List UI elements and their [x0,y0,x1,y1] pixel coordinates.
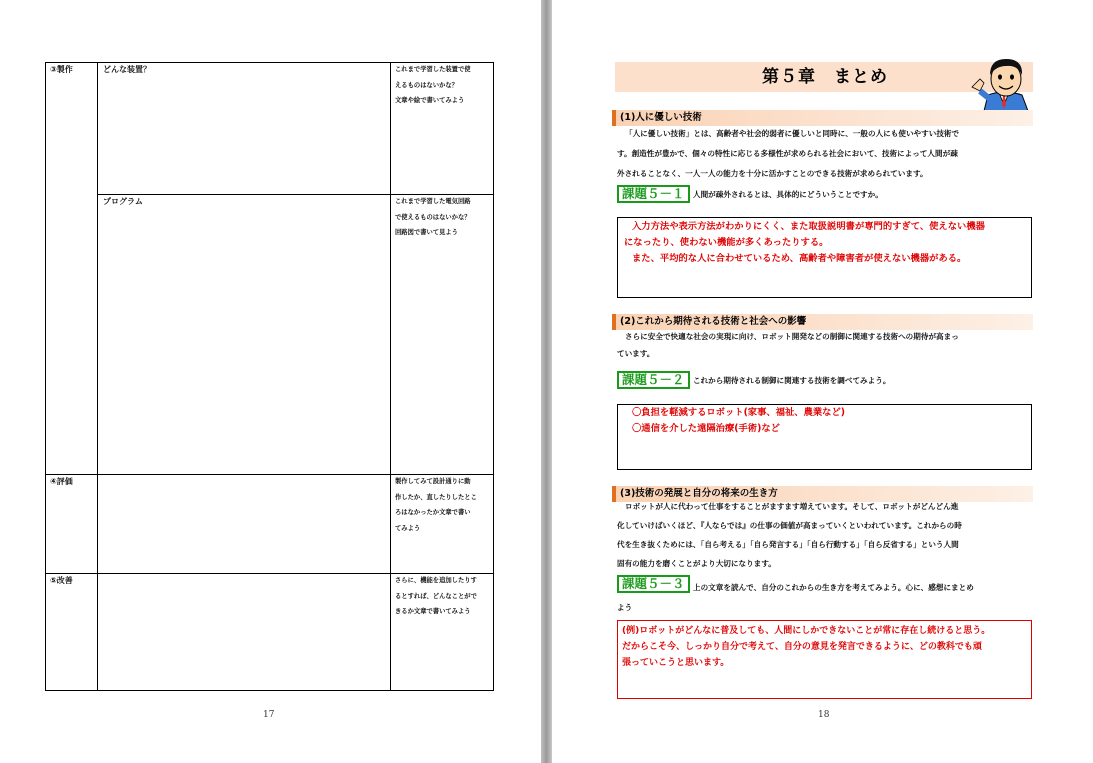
page-number-right: 18 [818,710,830,720]
hint-improvement: さらに、機能を追加したりす るとすれば、どんなことがで きるか文章で書いてみよう [395,577,477,615]
row-label-evaluation: ④評価 [50,477,73,486]
table-col-divider-2 [390,62,391,691]
chapter-title: 第５章 まとめ [762,67,888,87]
page-number-left: 17 [263,710,275,720]
section-heading-1: (1)人に優しい技術 [612,110,1033,126]
hint-program: これまで学習した電気回路 で使えるものはないかな？ 回路図で書いて見よう [395,198,471,236]
task-label-5-1: 課題５－１ [617,185,690,203]
task-question-5-1: 人間が疎外されるとは、具体的にどういうことですか。 [693,190,883,199]
task-label-5-2: 課題５－２ [617,371,690,389]
section-heading-3: (3)技術の発展と自分の将来の生き方 [612,486,1033,502]
section-body-3: ロボットが人に代わって仕事をすることがますます増えています。そして、ロボットがどんどん進 化していけばいくほど、『人ならでは』の仕事の価値が高まっていくといわれています。これからの時 代を生き抜くためには、「自ら考える」「自ら発言する」「自ら行動する」「自ら反省する」という人間 固有の能力を磨くことがより大切になります。 [617,502,962,568]
sub-title-device: どんな装置？ [103,65,151,74]
task-question-5-2: これから期待される制御に関連する技術を調べてみよう。 [693,376,891,385]
row-label-production: ③製作 [50,65,73,74]
table-col-divider-1 [97,62,98,691]
answer-5-1: 入力方法や表示方法がわかりにくく、また取扱説明書が専門的すぎて、使えない機器 になったり、使わない機能が多くあったりする。 また、平均的な人に合わせているため、高齢者や障害者が使えない機器がある。 [624,221,985,264]
task-question-5-3-cont: よう [617,603,633,612]
task-label-5-3: 課題５－３ [617,575,690,593]
sub-title-program: プログラム [103,197,143,206]
section-heading-2: (2)これから期待される技術と社会への影響 [612,314,1033,330]
answer-5-2: 〇負担を軽減するロボット(家事、福祉、農業など) 〇通信を介した遠隔治療(手術)など [632,407,846,434]
page-divider [541,0,552,763]
row-label-improvement: ⑤改善 [50,576,73,585]
hint-evaluation: 製作してみて設計通りに動 作したか、直したりしたとこ ろはなかったか文章で書い てみよう [395,478,477,532]
task-question-5-3: 上の文章を読んで、自分のこれからの生き方を考えてみよう。心に、感想にまとめ [693,583,974,592]
answer-5-3: (例)ロボットがどんなに普及しても、人間にしかできないことが常に存在し続けると思う。 だからこそ今、しっかり自分で考えて、自分の意見を発言できるように、どの教科でも頑 張っていこうと思います。 [622,626,991,668]
mascot-teacher-icon [970,55,1038,111]
section-body-2: さらに安全で快適な社会の実現に向け、ロボット開発などの制御に関連する技術への期待が高まっ ています。 [617,332,959,358]
hint-device: これまで学習した装置で使 えるものはないかな？ 文章や絵で書いてみよう [395,66,471,104]
section-body-1: 「人に優しい技術」とは、高齢者や社会的弱者に優しいと同時に、一般の人にも使いやすい技術で す。創造性が豊かで、個々の特性に応じる多様性が求められる社会において、技術によって人間が疎 外されることなく、一人一人の能力を十分に活かすことのできる技術が求められています。 [617,129,960,178]
